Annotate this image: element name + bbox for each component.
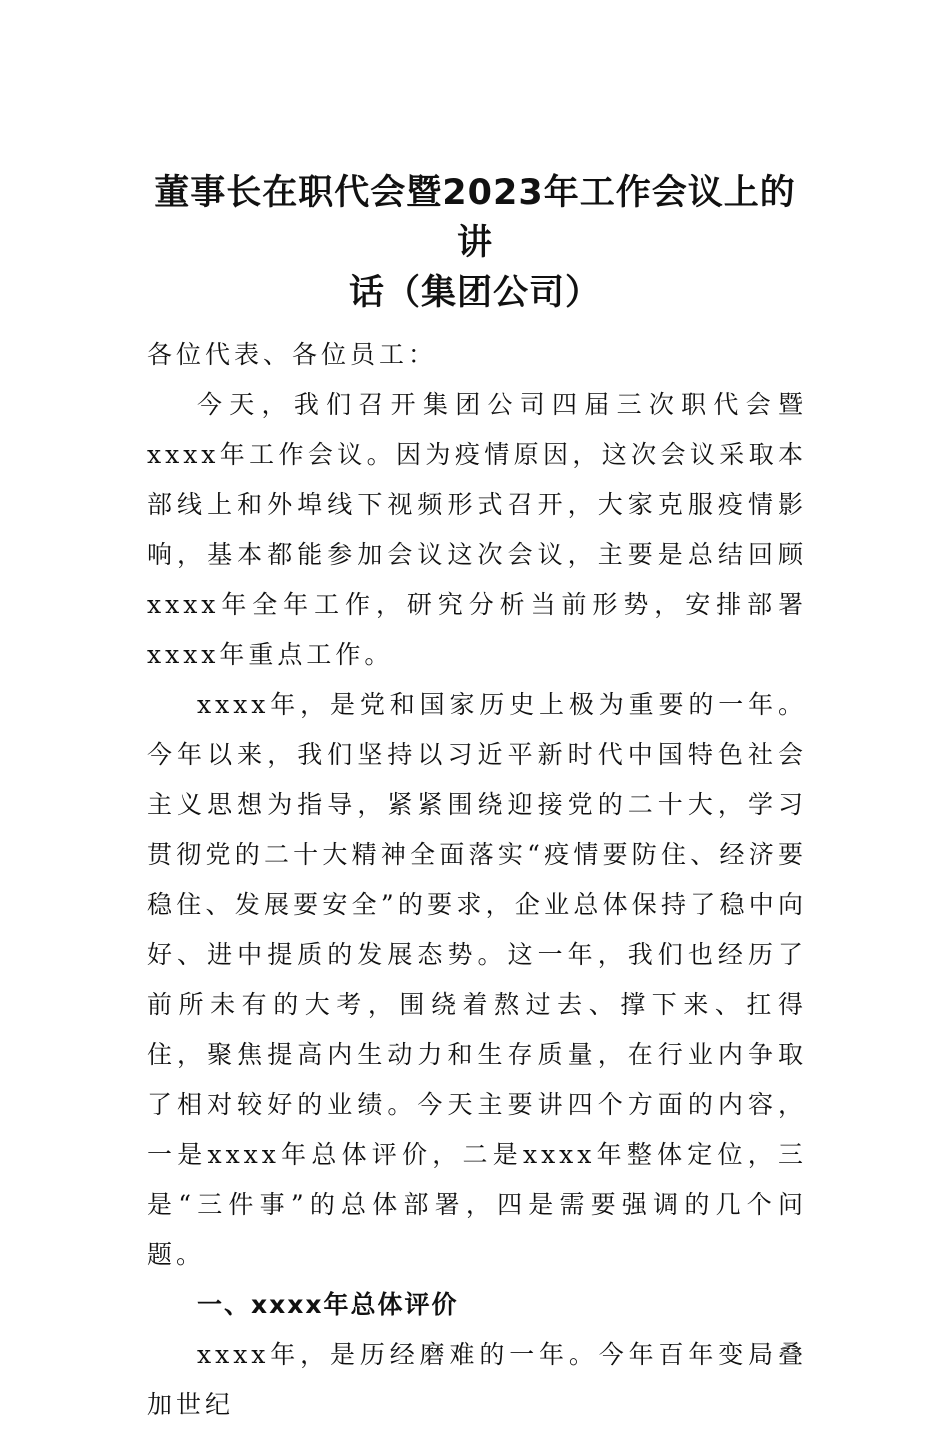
section-heading: 一、xxxx年总体评价: [197, 1290, 459, 1319]
title-line-2: 话（集团公司）: [348, 273, 601, 313]
document-title: [140, 168, 810, 318]
paragraph-opening: 今天，我们召开集团公司四届三次职代会暨xxxx年工作会议。因为疫情原因，这次会议采取本部线上和外埠线下视频形式召开，大家克服疫情影响，基本都能参加会议这次会议，主要是总结回顾xxxx年全年工作，研究分析当前形势，安排部署xxxx年重点工作。: [147, 390, 807, 669]
title-line-1: 董事长在职代会暨2023年工作会议上的讲: [154, 173, 796, 263]
salutation: 各位代表、各位员工：: [147, 340, 438, 369]
document-body: [147, 330, 807, 1430]
paragraph-review: xxxx年，是党和国家历史上极为重要的一年。今年以来，我们坚持以习近平新时代中国特色社会主义思想为指导，紧紧围绕迎接党的二十大，学习贯彻党的二十大精神全面落实“疫情要防住、经济要稳住、发展要安全”的要求，企业总体保持了稳中向好、进中提质的发展态势。这一年，我们也经历了前所未有的大考，围绕着熬过去、撑下来、扛得住，聚焦提高内生动力和生存质量，在行业内争取了相对较好的业绩。今天主要讲四个方面的内容，一是xxxx年总体评价，二是xxxx年整体定位，三是“三件事”的总体部署，四是需要强调的几个问题。: [147, 690, 807, 1269]
section-paragraph: xxxx年，是历经磨难的一年。今年百年变局叠加世纪: [147, 1340, 807, 1419]
